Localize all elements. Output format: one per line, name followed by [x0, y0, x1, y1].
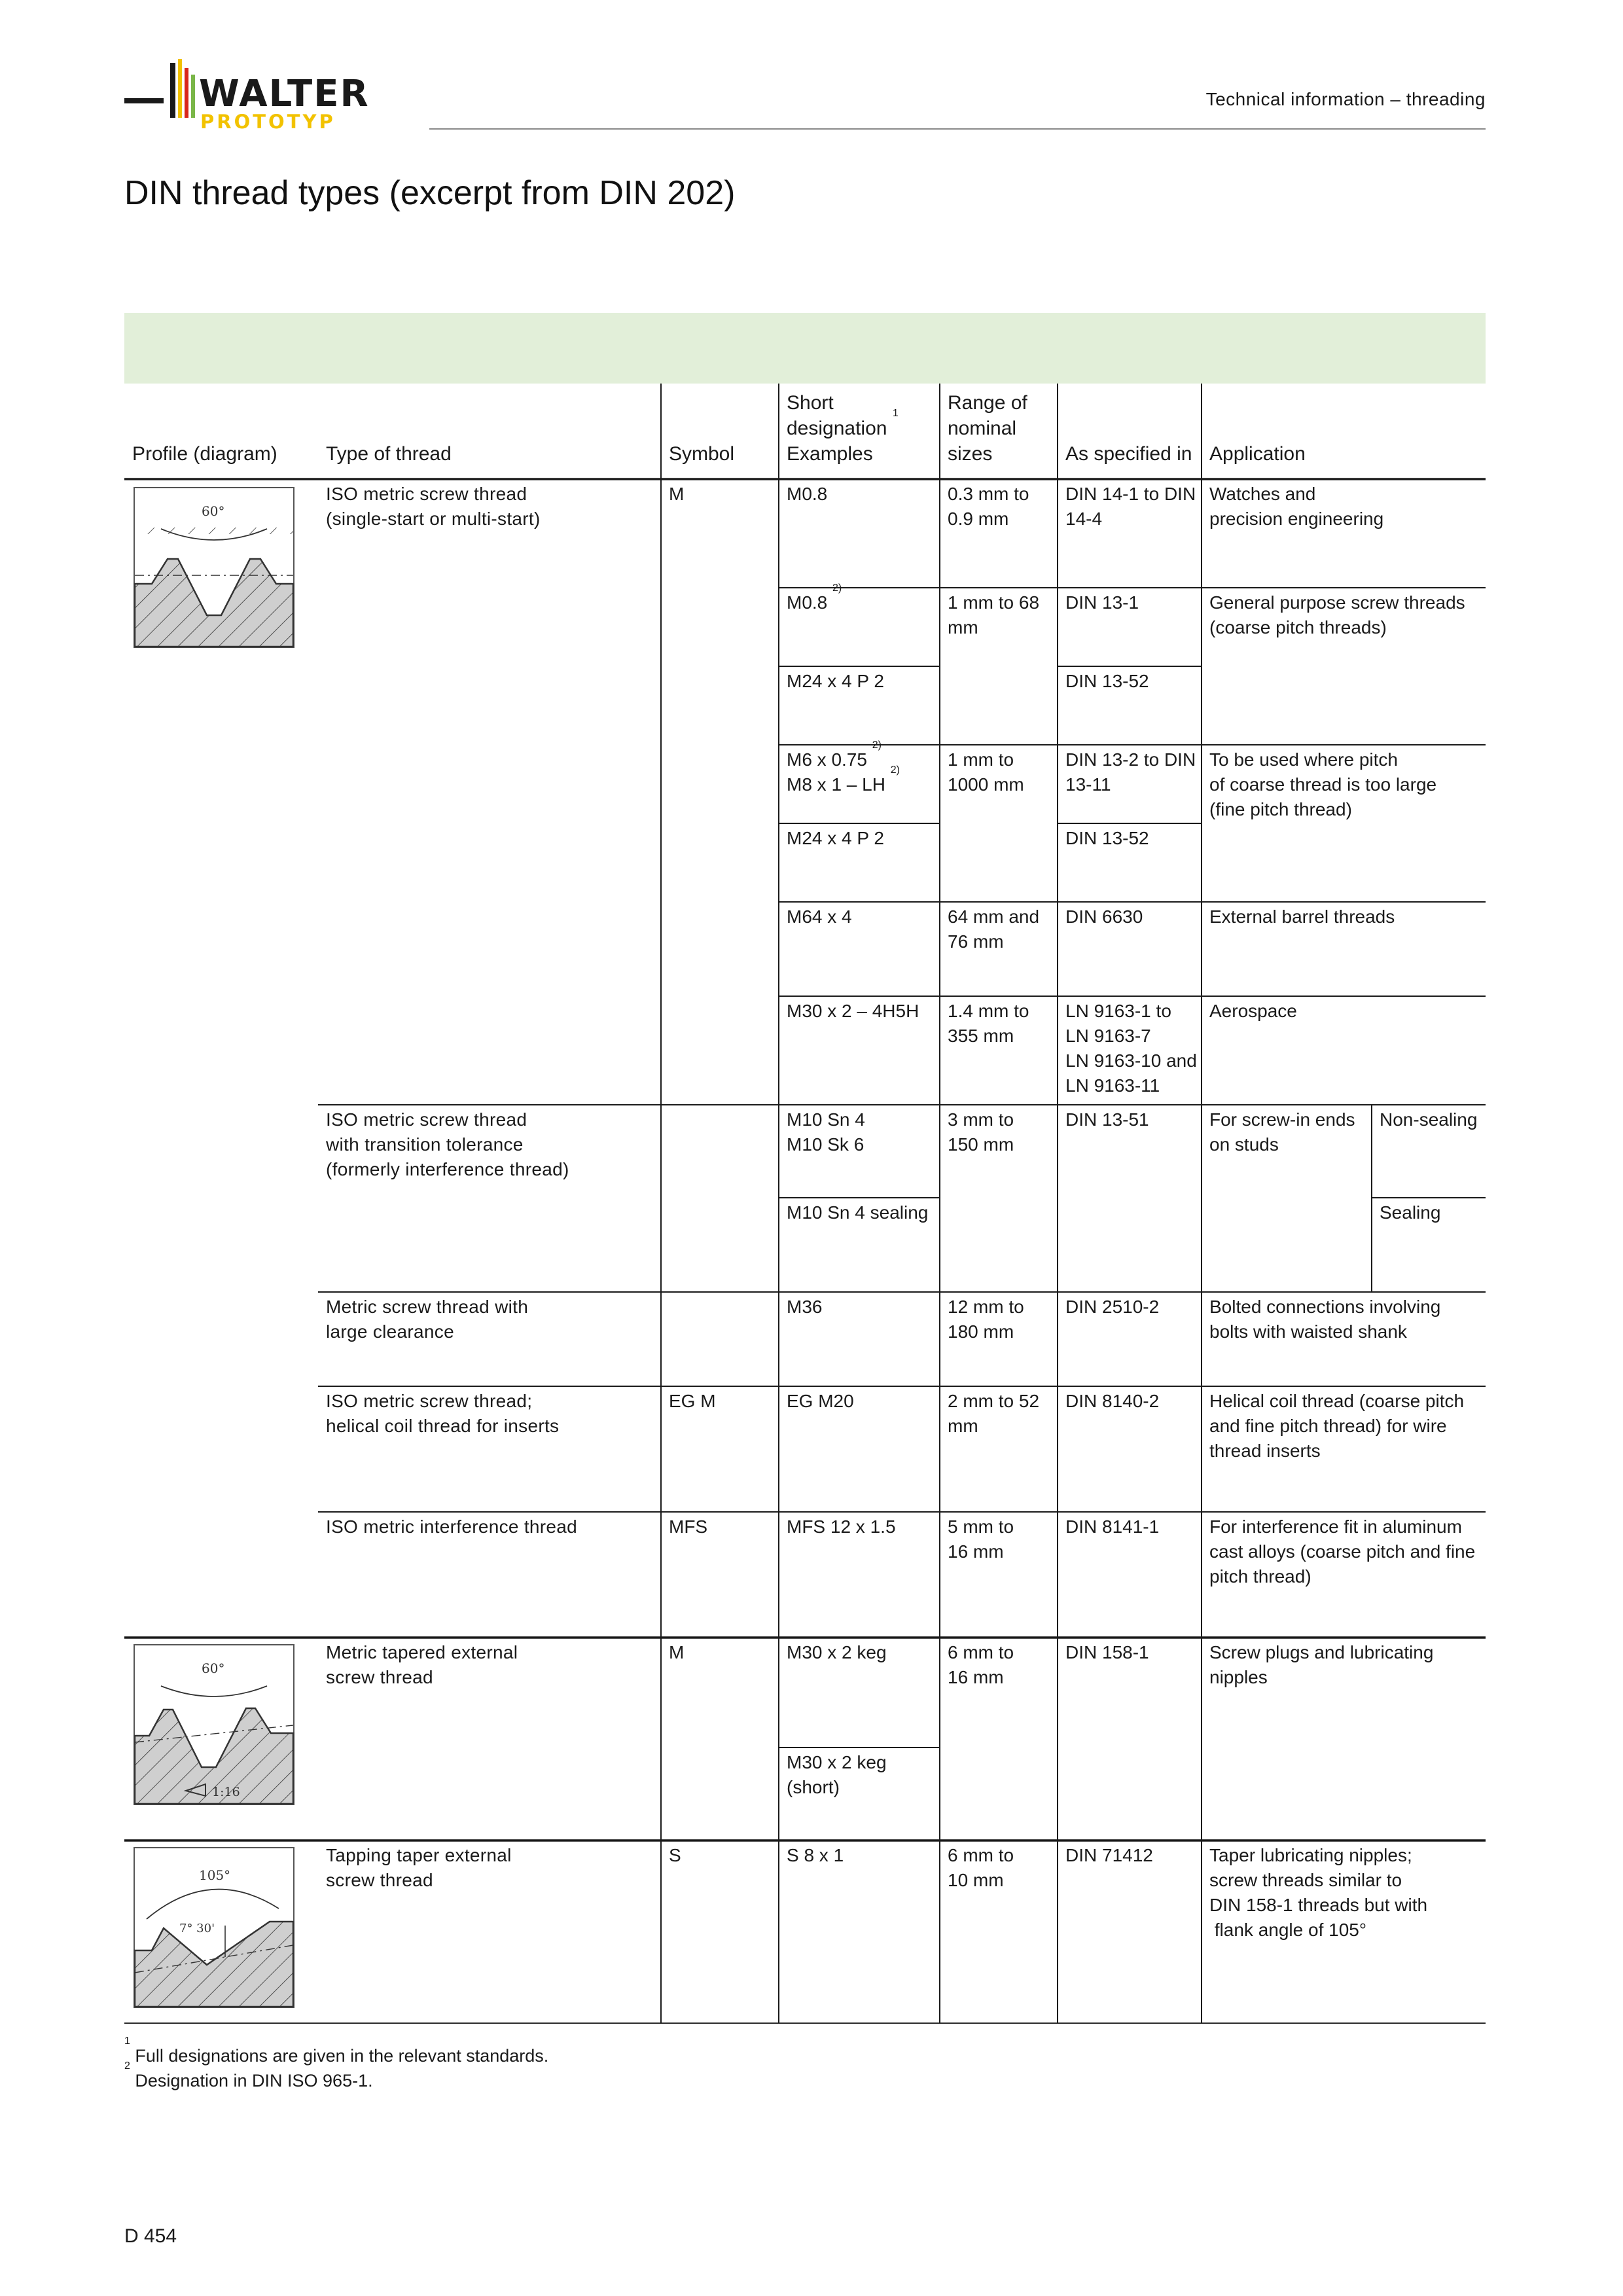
r5-spec-line3: LN 9163-10 and: [1065, 1050, 1197, 1071]
logo-subbrand-text: PROTOTYP: [200, 111, 336, 133]
r3b-short: M24 x 4 P 2: [787, 828, 884, 848]
logo-brand-text: WALTER: [199, 73, 370, 115]
r3b-spec: DIN 13-52: [1065, 828, 1149, 848]
r11-app-line3: DIN 158-1 threads but with: [1209, 1895, 1428, 1915]
r11-spec: DIN 71412: [1065, 1845, 1153, 1865]
r11-type-line1: Tapping taper external: [326, 1845, 512, 1865]
r11-short: S 8 x 1: [787, 1845, 844, 1865]
r10b-short-line1: M30 x 2 keg: [787, 1752, 887, 1772]
r8-app-line3: thread inserts: [1209, 1441, 1321, 1461]
r1-type-line2: (single-start or multi-start): [326, 509, 541, 529]
r11-symbol: S: [669, 1845, 681, 1865]
r9-type: ISO metric interference thread: [326, 1516, 578, 1537]
r7-app-line2: bolts with waisted shank: [1209, 1321, 1407, 1342]
d3-half-angle-label: 7° 30': [179, 1922, 215, 1935]
r10-spec: DIN 158-1: [1065, 1642, 1149, 1662]
r8-short: EG M20: [787, 1391, 854, 1411]
footnotes: [124, 2036, 549, 2093]
r8-app-line2: and fine pitch thread) for wire: [1209, 1416, 1447, 1436]
r7-app-line1: Bolted connections involving: [1209, 1297, 1441, 1317]
r9-range-line2: 16 mm: [948, 1541, 1004, 1562]
r2-short: M0.8 $^{2)}$: [787, 583, 842, 613]
r3-app-line1: To be used where pitch: [1209, 749, 1398, 770]
r2-app-line2: (coarse pitch threads): [1209, 617, 1387, 637]
r7-type-line1: Metric screw thread with: [326, 1297, 529, 1317]
header-profile: Profile (diagram): [132, 443, 277, 465]
r7-spec: DIN 2510-2: [1065, 1297, 1160, 1317]
r1-type-line1: ISO metric screw thread: [326, 484, 527, 504]
d2-taper-label: 1:16: [212, 1785, 240, 1799]
r11-type-line2: screw thread: [326, 1870, 433, 1890]
r6-app-line2: on studs: [1209, 1134, 1279, 1155]
r10-short: M30 x 2 keg: [787, 1642, 887, 1662]
r9-app-line1: For interference fit in aluminum: [1209, 1516, 1462, 1537]
r1-spec-line2: 14-4: [1065, 509, 1103, 529]
r8-range-line1: 2 mm to 52: [948, 1391, 1040, 1411]
tapping-taper-profile-diagram: [134, 1847, 294, 2008]
r1-symbol: M: [669, 484, 685, 504]
r7-range-line1: 12 mm to: [948, 1297, 1024, 1317]
footnote-2: $^2$ Designation in DIN ISO 965-1.: [124, 2060, 373, 2090]
r8-spec: DIN 8140-2: [1065, 1391, 1160, 1411]
header-application: Application: [1209, 443, 1306, 465]
d1-angle-label: 60°: [202, 503, 225, 519]
r8-type-line1: ISO metric screw thread;: [326, 1391, 533, 1411]
r8-app-line1: Helical coil thread (coarse pitch: [1209, 1391, 1465, 1411]
r4-range-line2: 76 mm: [948, 931, 1004, 952]
r5-spec-line4: LN 9163-11: [1065, 1075, 1160, 1096]
r6-app-line1: For screw-in ends: [1209, 1109, 1355, 1130]
iso-metric-profile-diagram: [134, 487, 294, 648]
r2-spec: DIN 13-1: [1065, 592, 1139, 613]
r9-app-line2: cast alloys (coarse pitch and fine: [1209, 1541, 1476, 1562]
r6-type-line2: with transition tolerance: [326, 1134, 524, 1155]
r3-spec-line1: DIN 13-2 to DIN: [1065, 749, 1196, 770]
header-range-line2: nominal: [948, 418, 1017, 439]
r4-range-line1: 64 mm and: [948, 906, 1040, 927]
r10-symbol: M: [669, 1642, 685, 1662]
r6-short-line1: M10 Sn 4: [787, 1109, 865, 1130]
r5-range-line1: 1.4 mm to: [948, 1001, 1029, 1021]
r2-range-line1: 1 mm to 68: [948, 592, 1040, 613]
r7-type-line2: large clearance: [326, 1321, 454, 1342]
r3-range-line1: 1 mm to: [948, 749, 1014, 770]
header-type: Type of thread: [326, 443, 452, 465]
r3-short-line1: M6 x 0.75 $^{2)}$: [787, 740, 882, 770]
r6-range-line1: 3 mm to: [948, 1109, 1014, 1130]
header-divider: [429, 128, 1486, 130]
r7-range-line2: 180 mm: [948, 1321, 1014, 1342]
r3-short-line2: M8 x 1 – LH $^{2)}$: [787, 764, 900, 795]
r11-app-line1: Taper lubricating nipples;: [1209, 1845, 1412, 1865]
r5-app: Aerospace: [1209, 1001, 1297, 1021]
r1-short: M0.8: [787, 484, 828, 504]
page-number: D 454: [124, 2225, 177, 2247]
r6b-short: M10 Sn 4 sealing: [787, 1202, 929, 1223]
r3-spec-line2: 13-11: [1065, 774, 1111, 795]
header-short-line1: Short: [787, 392, 834, 414]
r3-app-line3: (fine pitch thread): [1209, 799, 1352, 819]
r8-range-line2: mm: [948, 1416, 978, 1436]
r11-range-line2: 10 mm: [948, 1870, 1004, 1890]
r1-app-line1: Watches and: [1209, 484, 1316, 504]
header-short-line3: Examples: [787, 443, 873, 465]
header-short-line2: designation $^1$: [787, 408, 899, 439]
r9-symbol: MFS: [669, 1516, 708, 1537]
table-title-band: [124, 313, 1486, 384]
header-section-title: Technical information – threading: [1205, 89, 1486, 109]
r1-app-line2: precision engineering: [1209, 509, 1384, 529]
r10b-short-line2: (short): [787, 1777, 840, 1797]
r1-range-line2: 0.9 mm: [948, 509, 1009, 529]
r6-range-line2: 150 mm: [948, 1134, 1014, 1155]
r10-type-line1: Metric tapered external: [326, 1642, 518, 1662]
page-title: DIN thread types (excerpt from DIN 202): [124, 174, 736, 212]
r8-symbol: EG M: [669, 1391, 716, 1411]
r6-app-non-sealing: Non-sealing: [1380, 1109, 1478, 1130]
r6b-app-sealing: Sealing: [1380, 1202, 1441, 1223]
r11-app-line4: flank angle of 105°: [1209, 1920, 1367, 1940]
footnote-1: $^1$ Full designations are given in the relevant standards.: [124, 2036, 549, 2066]
r6-type-line1: ISO metric screw thread: [326, 1109, 527, 1130]
r11-range-line1: 6 mm to: [948, 1845, 1014, 1865]
r10-range-line1: 6 mm to: [948, 1642, 1014, 1662]
r10-type-line2: screw thread: [326, 1667, 433, 1687]
header-symbol: Symbol: [669, 443, 735, 465]
r1-spec-line1: DIN 14-1 to DIN: [1065, 484, 1196, 504]
r5-spec-line2: LN 9163-7: [1065, 1026, 1151, 1046]
r5-spec-line1: LN 9163-1 to: [1065, 1001, 1171, 1021]
thread-types-table: [124, 384, 1486, 2024]
r7-short: M36: [787, 1297, 823, 1317]
r5-range-line2: 355 mm: [948, 1026, 1014, 1046]
r2b-spec: DIN 13-52: [1065, 671, 1149, 691]
r4-short: M64 x 4: [787, 906, 852, 927]
r9-app-line3: pitch thread): [1209, 1566, 1311, 1587]
r6-type-line3: (formerly interference thread): [326, 1159, 569, 1179]
r11-app-line2: screw threads similar to: [1209, 1870, 1402, 1890]
r6-short-line2: M10 Sk 6: [787, 1134, 865, 1155]
r10-app-line2: nipples: [1209, 1667, 1268, 1687]
tapered-thread-profile-diagram: [134, 1644, 294, 1805]
header-spec: As specified in: [1065, 443, 1192, 465]
r3-range-line2: 1000 mm: [948, 774, 1024, 795]
d3-angle-label: 105°: [199, 1867, 231, 1883]
r1-range-line1: 0.3 mm to: [948, 484, 1029, 504]
r10-app-line1: Screw plugs and lubricating: [1209, 1642, 1434, 1662]
r5-short: M30 x 2 – 4H5H: [787, 1001, 919, 1021]
r2-range-line2: mm: [948, 617, 978, 637]
d2-angle-label: 60°: [202, 1660, 225, 1676]
r10-range-line2: 16 mm: [948, 1667, 1004, 1687]
r4-app: External barrel threads: [1209, 906, 1395, 927]
r2-app-line1: General purpose screw threads: [1209, 592, 1465, 613]
r3-app-line2: of coarse thread is too large: [1209, 774, 1437, 795]
r2b-short: M24 x 4 P 2: [787, 671, 884, 691]
header-range-line1: Range of: [948, 392, 1027, 414]
walter-prototyp-logo: [124, 59, 406, 134]
r6-spec: DIN 13-51: [1065, 1109, 1149, 1130]
r9-spec: DIN 8141-1: [1065, 1516, 1160, 1537]
r9-range-line1: 5 mm to: [948, 1516, 1014, 1537]
r8-type-line2: helical coil thread for inserts: [326, 1416, 560, 1436]
r4-spec: DIN 6630: [1065, 906, 1143, 927]
header-range-line3: sizes: [948, 443, 993, 465]
r9-short: MFS 12 x 1.5: [787, 1516, 896, 1537]
